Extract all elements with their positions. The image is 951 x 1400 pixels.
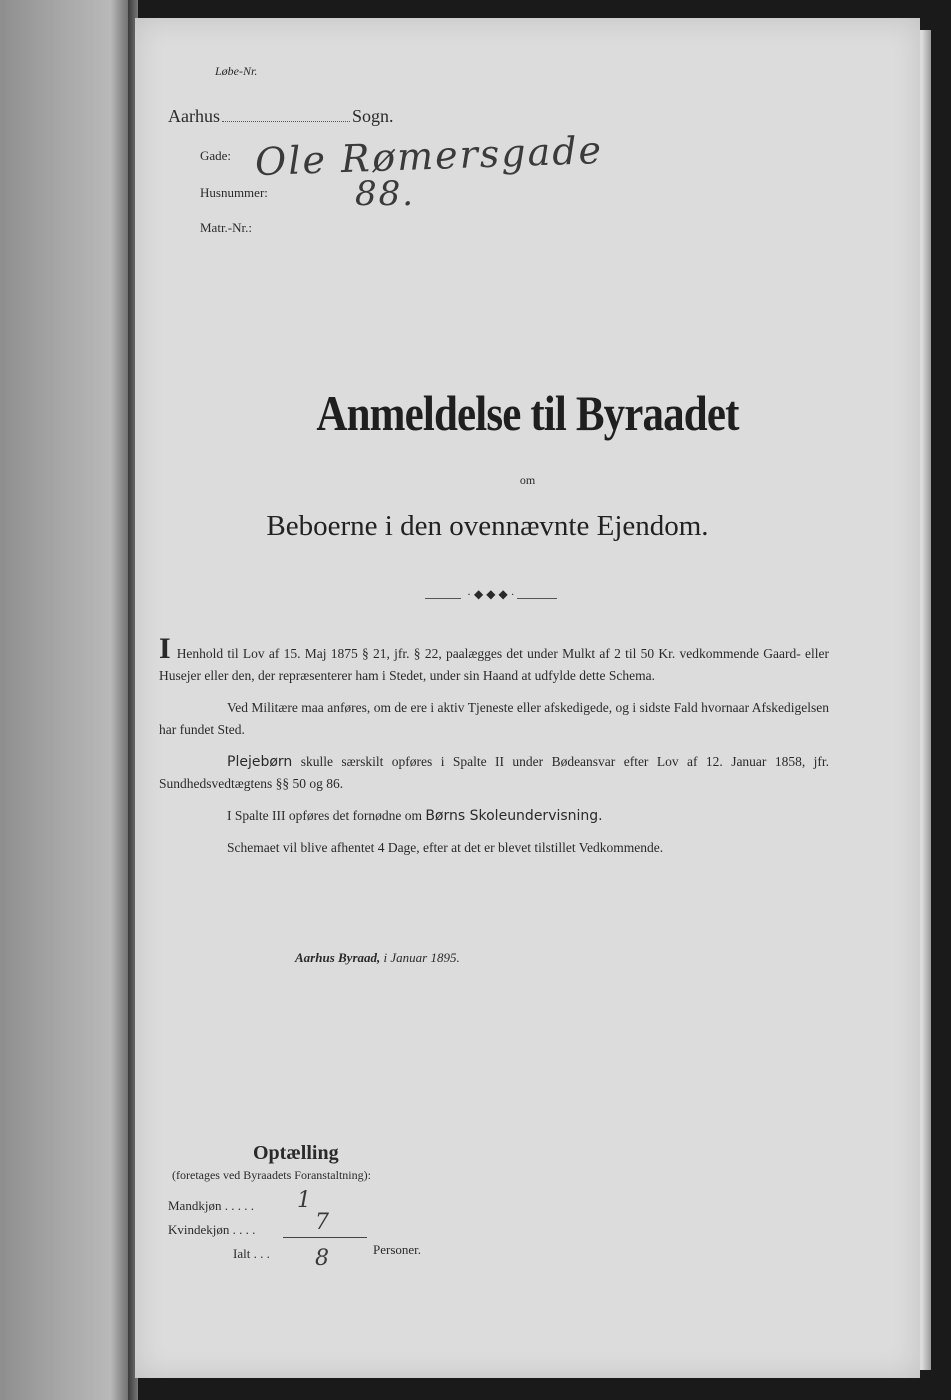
- gade-label: Gade:: [200, 148, 232, 163]
- drop-cap: I: [159, 632, 171, 665]
- ialt-label: Ialt . . .: [233, 1246, 270, 1261]
- gade-handwritten-value: Ole Rømersgade: [254, 127, 604, 185]
- husnummer-handwritten-value: 88.: [355, 174, 416, 214]
- sum-rule: [283, 1237, 367, 1238]
- paragraph-1-text: Henhold til Lov af 15. Maj 1875 § 21, jfr. § 22, paalægges det under Mulkt af 2 til 50 Kr. vedkommende Gaard- eller Husejer eller den, der repræsenterer ham i Stedet, under sin Haand at udfylde dette Schema.: [159, 646, 829, 683]
- signature-org: Aarhus Byraad,: [295, 950, 381, 965]
- city-label: Aarhus: [168, 106, 220, 126]
- husnummer-label: Husnummer:: [200, 185, 268, 200]
- optaelling-title: Optælling: [253, 1142, 339, 1164]
- paragraph-1: [159, 632, 829, 687]
- ornament-line-right: [517, 598, 557, 599]
- document-subtitle: Beboerne i den ovennævnte Ejendom.: [266, 510, 709, 542]
- mandkjon-label: Mandkjøn . . . . .: [168, 1198, 254, 1213]
- ornament-diamonds: ·◆◆◆·: [467, 587, 518, 601]
- instructions-body: [159, 632, 829, 869]
- ornament-divider: [425, 587, 557, 603]
- mandkjon-handwritten-value: 1: [297, 1188, 313, 1213]
- kvindekjon-handwritten-value: 7: [315, 1210, 331, 1235]
- ialt-handwritten-value: 8: [315, 1246, 331, 1271]
- plejeborn-emphasis: Plejebørn: [227, 754, 293, 770]
- document-title: Anmeldelse til Byraadet: [316, 385, 739, 441]
- personer-label: Personer.: [373, 1242, 422, 1257]
- parish-blank: [222, 121, 350, 122]
- paragraph-4-text: I Spalte III opføres det fornødne om: [227, 808, 426, 823]
- signature-line: [295, 950, 460, 966]
- title-connector: om: [519, 473, 536, 487]
- paragraph-3: [159, 751, 829, 795]
- kvindekjon-label: Kvindekjøn . . . .: [168, 1222, 256, 1237]
- signature-date: i Januar 1895.: [380, 950, 460, 965]
- sogn-label: Sogn.: [352, 106, 394, 126]
- paragraph-4: [159, 805, 829, 827]
- parish-line: [168, 106, 394, 127]
- document-page: [135, 18, 920, 1378]
- skoleundervisning-emphasis: Børns Skoleundervisning.: [425, 808, 603, 824]
- paragraph-3-text: skulle særskilt opføres i Spalte II under Bødeansvar efter Lov af 12. Januar 1858, jfr. Sundhedsvedtægtens §§ 50 og 86.: [159, 754, 829, 791]
- paragraph-5: Schemaet vil blive afhentet 4 Dage, efter at det er blevet tilstillet Vedkommende.: [227, 840, 664, 855]
- paragraph-2: Ved Militære maa anføres, om de ere i aktiv Tjeneste eller afskedigede, og i sidste Fald hvornaar Afskedigelsen har fundet Sted.: [159, 700, 829, 737]
- matr-label: Matr.-Nr.:: [200, 220, 252, 235]
- ornament-line-left: [425, 598, 461, 599]
- lobe-nr-label: Løbe-Nr.: [215, 64, 258, 78]
- optaelling-subtitle: (foretages ved Byraadets Foranstaltning):: [172, 1168, 371, 1182]
- facing-page: [0, 0, 130, 1400]
